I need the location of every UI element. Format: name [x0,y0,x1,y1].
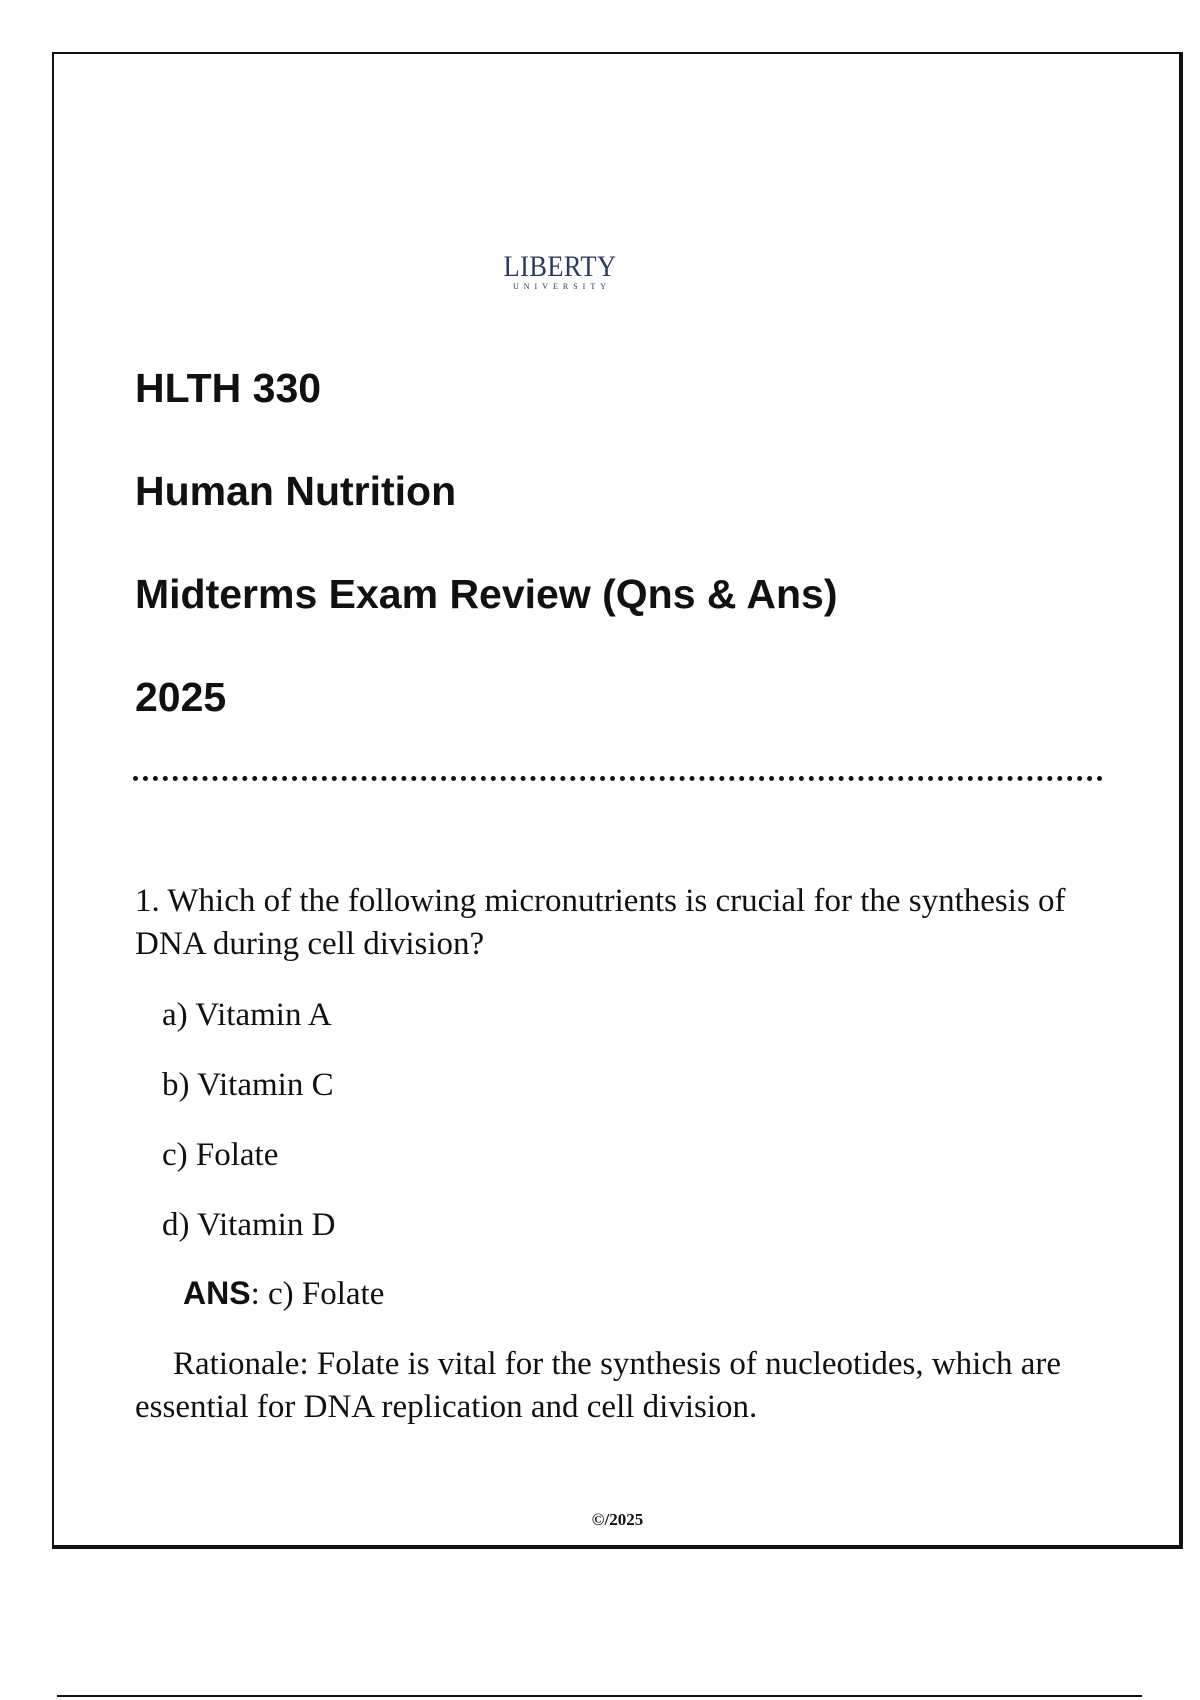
question-text: 1. Which of the following micronutrients is crucial for the synthesis of DNA during cell division? [135,883,1066,962]
answer-value: : c) Folate [250,1276,385,1312]
subject-heading: Human Nutrition [135,468,457,514]
option-a: a) Vitamin A [162,997,332,1033]
course-code-heading: HLTH 330 [135,365,322,411]
option-c: c) Folate [162,1137,279,1173]
dotted-divider [133,776,1103,781]
liberty-university-logo [490,252,630,291]
answer-line [183,1273,384,1314]
logo-subtitle: UNIVERSITY [513,282,611,291]
document-title-heading: Midterms Exam Review (Qns & Ans) [135,571,838,617]
bottom-divider [57,1695,1142,1697]
answer-label: ANS [183,1275,251,1311]
option-b: b) Vitamin C [162,1067,334,1103]
option-d: d) Vitamin D [162,1207,336,1243]
year-heading: 2025 [135,674,227,720]
logo-wordmark: LIBERTY [503,250,617,283]
rationale-text: Rationale: Folate is vital for the synthesis of nucleotides, which are essential for DNA replication and cell division. [135,1346,1062,1425]
copyright-footer: ©/2025 [591,1510,644,1529]
